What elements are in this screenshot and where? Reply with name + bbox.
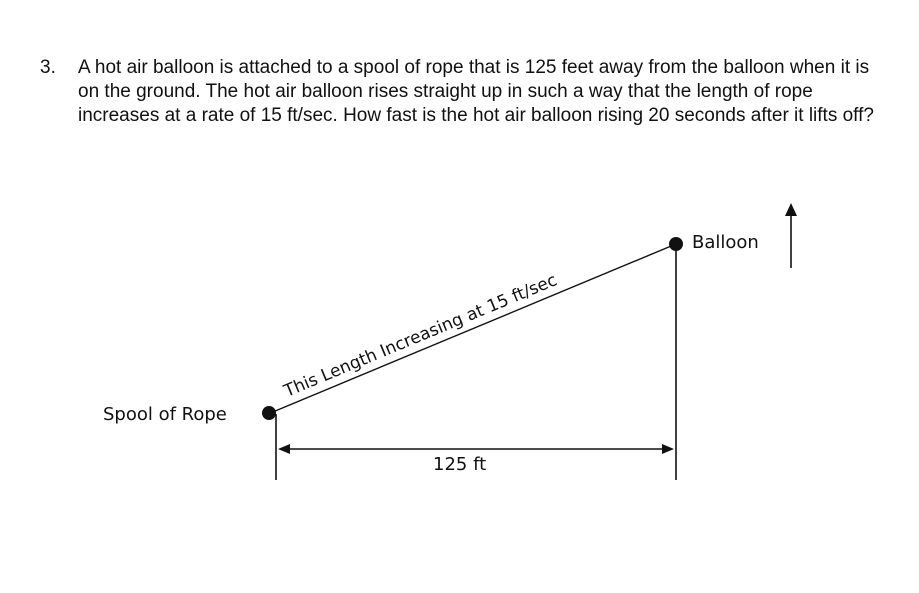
balloon-label: Balloon — [692, 232, 759, 253]
rising-arrow-icon — [785, 203, 797, 216]
balloon-dot — [669, 237, 683, 251]
rope-label: This Length Increasing at 15 ft/sec — [281, 270, 560, 402]
problem-number: 3. — [40, 57, 56, 78]
base-label: 125 ft — [433, 454, 487, 475]
spool-dot — [262, 406, 276, 420]
problem-text: A hot air balloon is attached to a spool of rope that is 125 feet away from the balloon when it is on the ground. The hot air balloon rises straight up in such a way that the length of rope increases at a rate of 15 ft/sec. How fast is the hot air balloon rising 20 seconds after it lifts off? — [78, 57, 874, 126]
spool-label: Spool of Rope — [103, 404, 227, 425]
rope-line — [268, 244, 676, 414]
